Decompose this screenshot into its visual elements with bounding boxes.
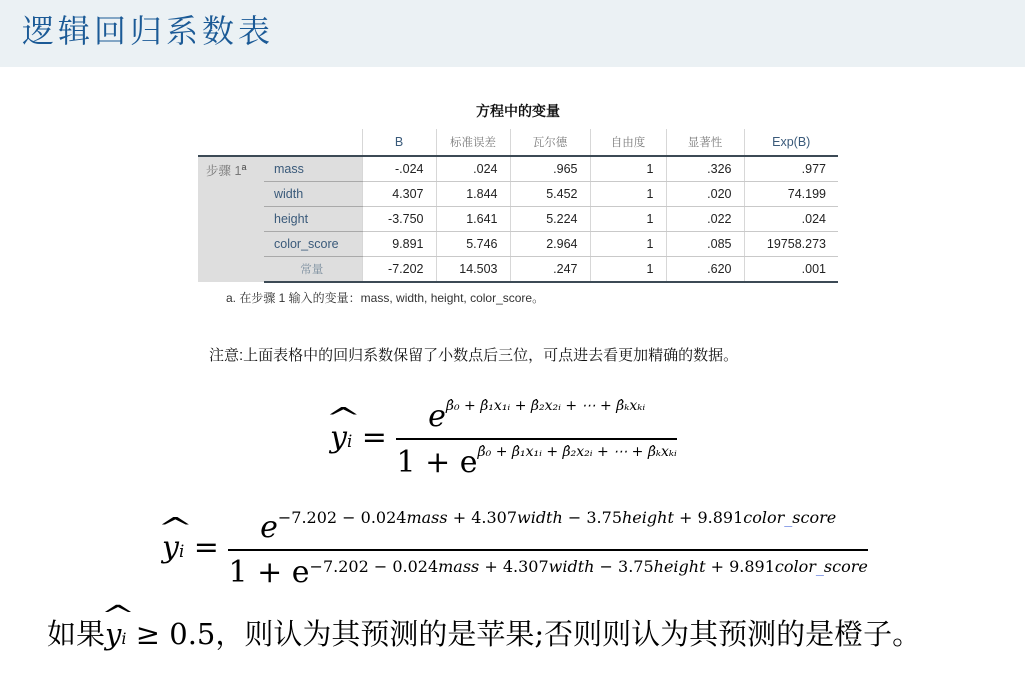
cell-b: -7.202 bbox=[362, 257, 436, 283]
cell-df: 1 bbox=[590, 156, 666, 182]
fraction: $e^{-7.202 - 0.024mass + 4.307width - 3.75height + 9.891color\_score}$ $1 + e^{-7.202 - 0.024mass + 4.307width - 3.75height + 9.891color\_score}$ bbox=[228, 508, 868, 590]
table-header-row bbox=[198, 129, 838, 156]
table-row bbox=[198, 156, 838, 182]
step-label: 步骤 1$^a$ bbox=[198, 156, 264, 282]
col-header-se: 标准误差 bbox=[436, 129, 510, 156]
cell-expb: .977 bbox=[744, 156, 838, 182]
col-header-df: 自由度 bbox=[590, 129, 666, 156]
col-header-b: B bbox=[362, 129, 436, 156]
cell-sig: .020 bbox=[666, 182, 744, 207]
var-name: 常量 bbox=[264, 257, 362, 283]
cell-expb: 74.199 bbox=[744, 182, 838, 207]
cell-wald: .247 bbox=[510, 257, 590, 283]
cell-expb: 19758.273 bbox=[744, 232, 838, 257]
cell-se: .024 bbox=[436, 156, 510, 182]
cell-se: 5.746 bbox=[436, 232, 510, 257]
table-row bbox=[198, 257, 838, 283]
cell-df: 1 bbox=[590, 232, 666, 257]
cell-wald: 2.964 bbox=[510, 232, 590, 257]
var-name: width bbox=[264, 182, 362, 207]
cell-sig: .085 bbox=[666, 232, 744, 257]
cell-df: 1 bbox=[590, 207, 666, 232]
cell-b: -3.750 bbox=[362, 207, 436, 232]
cell-expb: .024 bbox=[744, 207, 838, 232]
coefficients-table bbox=[198, 129, 838, 283]
table-footnote: a. 在步骤 1 输入的变量：mass, width, height, color_score。 bbox=[226, 291, 545, 305]
col-header-wald: 瓦尔德 bbox=[510, 129, 590, 156]
y-hat: ^ yi bbox=[105, 617, 127, 651]
cell-wald: 5.452 bbox=[510, 182, 590, 207]
cell-wald: 5.224 bbox=[510, 207, 590, 232]
page-title: 逻辑回归系数表 bbox=[22, 12, 275, 50]
fitted-formula: ^ yi = $e^{-7.202 - 0.024mass + 4.307width - 3.75height + 9.891color\_score}$ $1 + e^{-7.202 - 0.024mass + 4.307width - 3.75height + 9.891color\_score}$ bbox=[162, 508, 868, 590]
table-row bbox=[198, 207, 838, 232]
cell-expb: .001 bbox=[744, 257, 838, 283]
var-name: mass bbox=[264, 156, 362, 182]
var-name: color_score bbox=[264, 232, 362, 257]
cell-b: 9.891 bbox=[362, 232, 436, 257]
table-row bbox=[198, 182, 838, 207]
cell-se: 1.844 bbox=[436, 182, 510, 207]
y-hat: ^ yi bbox=[162, 530, 184, 565]
precision-note: 注意:上面表格中的回归系数保留了小数点后三位，可点进去看更加精确的数据。 bbox=[209, 347, 739, 364]
col-header-expb: Exp(B) bbox=[744, 129, 838, 156]
decision-rule: 如果^ yi ≥ 0.5，则认为其预测的是苹果;否则则认为其预测的是橙子。 bbox=[47, 612, 921, 653]
cell-wald: .965 bbox=[510, 156, 590, 182]
cell-sig: .326 bbox=[666, 156, 744, 182]
cell-b: -.024 bbox=[362, 156, 436, 182]
table-caption: 方程中的变量 bbox=[476, 104, 560, 120]
var-name: height bbox=[264, 207, 362, 232]
cell-se: 1.641 bbox=[436, 207, 510, 232]
y-hat: ^ yi bbox=[330, 420, 352, 455]
fraction: $\frac{e^{\betâ_0 + \betâ_1x_1ᵢ + \betâ_2x_2ᵢ + \cdots + \betâ_kx_kᵢ}}{1 + e^{\betâ_0 + \betâ_1x_1ᵢ + \betâ_2x_2ᵢ + \cdots + \betâ_kx_kᵢ}}$ bbox=[396, 398, 677, 480]
cell-df: 1 bbox=[590, 257, 666, 283]
cell-sig: .620 bbox=[666, 257, 744, 283]
cell-se: 14.503 bbox=[436, 257, 510, 283]
general-formula: ^ yi = $\frac{e^{\betâ_0 + \betâ_1x_1ᵢ + \betâ_2x_2ᵢ + \cdots + \betâ_kx_kᵢ}}{1 + e^{\betâ_0 + \betâ_1x_1ᵢ + \betâ_2x_2ᵢ + \cdots + \betâ_kx_kᵢ}}$ bbox=[330, 398, 677, 480]
col-header-sig: 显著性 bbox=[666, 129, 744, 156]
cell-df: 1 bbox=[590, 182, 666, 207]
cell-sig: .022 bbox=[666, 207, 744, 232]
cell-b: 4.307 bbox=[362, 182, 436, 207]
table-row bbox=[198, 232, 838, 257]
title-bar bbox=[0, 0, 1025, 67]
